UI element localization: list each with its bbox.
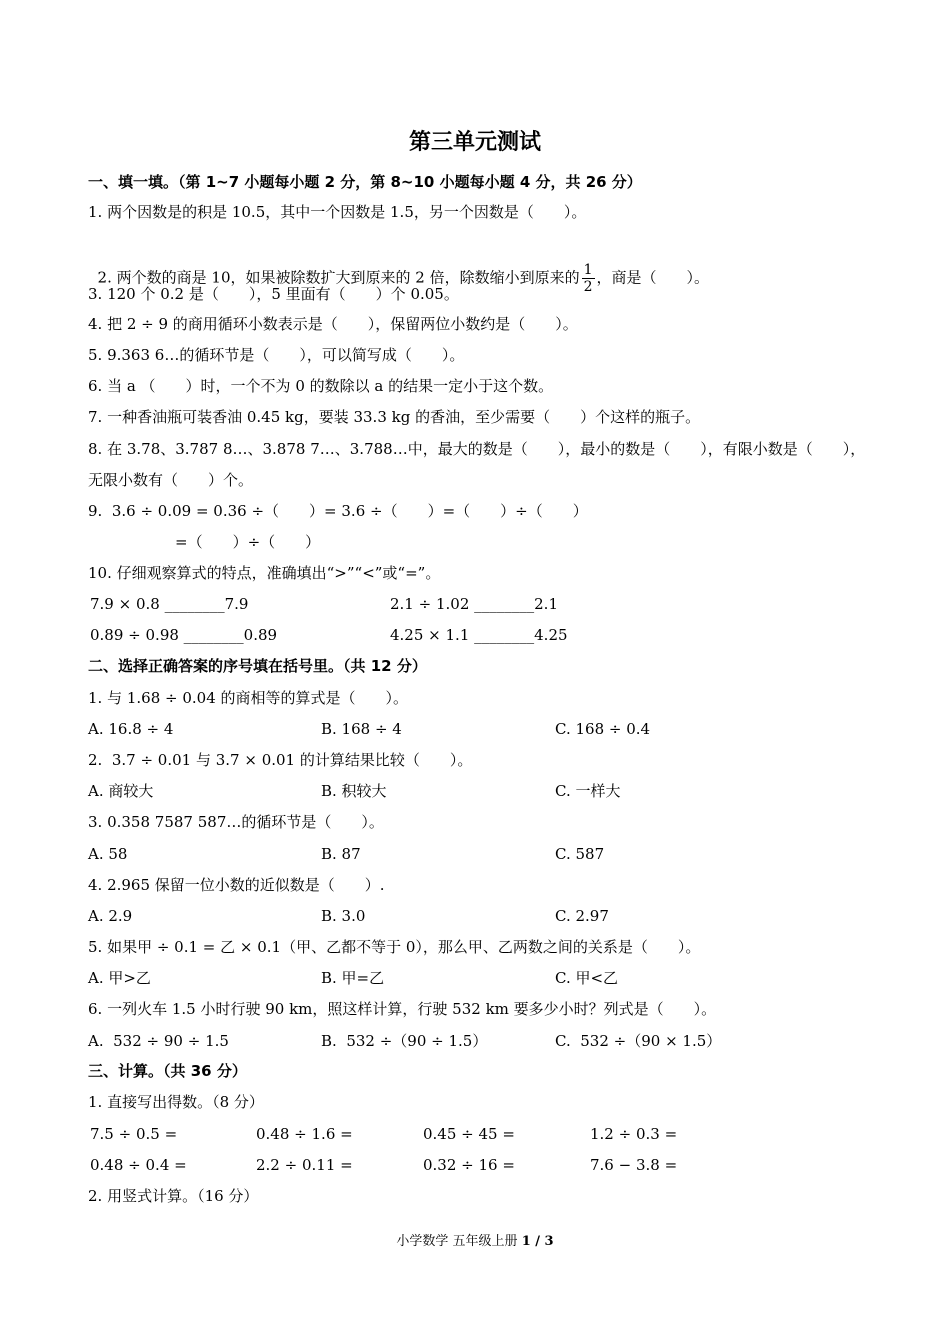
option-a: A. 甲>乙 bbox=[88, 969, 151, 987]
s1-q2-tail: ，商是（ ）。 bbox=[596, 268, 710, 287]
page-number: 1 / 3 bbox=[521, 1234, 554, 1249]
option-c: C. 532 ÷（90 × 1.5） bbox=[555, 1032, 722, 1050]
compare-item: 2.1 ÷ 1.02 ________2.1 bbox=[390, 595, 558, 613]
calc-item: 7.6 − 3.8 = bbox=[590, 1156, 678, 1174]
s1-question-4: 4. 把 2 ÷ 9 的商用循环小数表示是（ ），保留两位小数约是（ ）。 bbox=[88, 315, 578, 333]
s1-question-8-line1: 8. 在 3.78、3.787 8…、3.878 7…、3.788…中，最大的数是（ ），最小的数是（ ），有限小数是（ ）， bbox=[88, 440, 866, 458]
s1-question-10: 10. 仔细观察算式的特点，准确填出“>”“<”或“=”。 bbox=[88, 564, 441, 582]
s2-question-1: 1. 与 1.68 ÷ 0.04 的商相等的算式是（ ）。 bbox=[88, 689, 409, 707]
option-c: C. 甲<乙 bbox=[555, 969, 619, 987]
s1-question-8-line2: 无限小数有（ ）个。 bbox=[88, 471, 254, 489]
s1-question-3: 3. 120 个 0.2 是（ ），5 里面有（ ）个 0.05。 bbox=[88, 285, 459, 303]
option-c: C. 587 bbox=[555, 845, 605, 863]
option-b: B. 532 ÷（90 ÷ 1.5） bbox=[321, 1032, 488, 1050]
s2-question-5: 5. 如果甲 ÷ 0.1 = 乙 × 0.1（甲、乙都不等于 0），那么甲、乙两数之间的关系是（ ）。 bbox=[88, 938, 701, 956]
section1-heading: 一、填一填。（第 1~7 小题每小题 2 分，第 8~10 小题每小题 4 分，共 26 分） bbox=[88, 173, 642, 191]
fraction-numerator: 1 bbox=[583, 262, 593, 278]
option-c: C. 2.97 bbox=[555, 907, 609, 925]
s1-question-9-line1: 9. 3.6 ÷ 0.09 = 0.36 ÷（ ）= 3.6 ÷（ ）=（ ）÷（ ） bbox=[88, 502, 588, 520]
s1-question-9-line2: =（ ）÷（ ） bbox=[175, 533, 321, 551]
option-b: B. 甲=乙 bbox=[321, 969, 385, 987]
option-b: B. 87 bbox=[321, 845, 361, 863]
option-c: C. 168 ÷ 0.4 bbox=[555, 720, 651, 738]
section3-heading: 三、计算。（共 36 分） bbox=[88, 1062, 247, 1080]
s2-question-4: 4. 2.965 保留一位小数的近似数是（ ）. bbox=[88, 876, 385, 894]
s2-question-3: 3. 0.358 7587 587…的循环节是（ ）。 bbox=[88, 813, 384, 831]
compare-item: 0.89 ÷ 0.98 ________0.89 bbox=[90, 626, 278, 644]
calc-item: 0.32 ÷ 16 = bbox=[423, 1156, 515, 1174]
s1-question-1: 1. 两个因数是的积是 10.5，其中一个因数是 1.5，另一个因数是（ ）。 bbox=[88, 203, 587, 221]
fraction-denominator: 2 bbox=[583, 279, 593, 295]
option-a: A. 532 ÷ 90 ÷ 1.5 bbox=[88, 1032, 229, 1050]
fraction-one-half bbox=[582, 262, 595, 295]
calc-item: 1.2 ÷ 0.3 = bbox=[590, 1125, 678, 1143]
s3-question-2: 2. 用竖式计算。（16 分） bbox=[88, 1187, 259, 1205]
s1-question-7: 7. 一种香油瓶可装香油 0.45 kg，要装 33.3 kg 的香油，至少需要（ ）个这样的瓶子。 bbox=[88, 408, 701, 426]
option-b: B. 168 ÷ 4 bbox=[321, 720, 402, 738]
option-c: C. 一样大 bbox=[555, 782, 621, 800]
s2-question-6: 6. 一列火车 1.5 小时行驶 90 km，照这样计算，行驶 532 km 要多少小时？列式是（ ）。 bbox=[88, 1000, 717, 1018]
calc-item: 0.45 ÷ 45 = bbox=[423, 1125, 515, 1143]
section2-heading: 二、选择正确答案的序号填在括号里。（共 12 分） bbox=[88, 657, 427, 675]
s1-q2-text: 2. 两个数的商是 10，如果被除数扩大到原来的 2 倍，除数缩小到原来的 bbox=[97, 268, 580, 287]
option-a: A. 16.8 ÷ 4 bbox=[88, 720, 174, 738]
compare-item: 4.25 × 1.1 ________4.25 bbox=[390, 626, 568, 644]
calc-item: 0.48 ÷ 1.6 = bbox=[256, 1125, 353, 1143]
option-a: A. 商较大 bbox=[88, 782, 154, 800]
footer-text: 小学数学 五年级上册 bbox=[396, 1234, 522, 1249]
calc-item: 2.2 ÷ 0.11 = bbox=[256, 1156, 353, 1174]
page-footer bbox=[0, 1230, 950, 1249]
option-a: A. 2.9 bbox=[88, 907, 133, 925]
s1-question-6: 6. 当 a （ ）时，一个不为 0 的数除以 a 的结果一定小于这个数。 bbox=[88, 377, 554, 395]
page-title: 第三单元测试 bbox=[408, 130, 541, 155]
option-b: B. 积较大 bbox=[321, 782, 387, 800]
option-b: B. 3.0 bbox=[321, 907, 366, 925]
s1-question-5: 5. 9.363 6…的循环节是（ ），可以简写成（ ）。 bbox=[88, 346, 465, 364]
s2-question-2: 2. 3.7 ÷ 0.01 与 3.7 × 0.01 的计算结果比较（ ）。 bbox=[88, 751, 473, 769]
s3-question-1: 1. 直接写出得数。（8 分） bbox=[88, 1093, 264, 1111]
calc-item: 0.48 ÷ 0.4 = bbox=[90, 1156, 187, 1174]
compare-item: 7.9 × 0.8 ________7.9 bbox=[90, 595, 249, 613]
option-a: A. 58 bbox=[88, 845, 128, 863]
calc-item: 7.5 ÷ 0.5 = bbox=[90, 1125, 178, 1143]
